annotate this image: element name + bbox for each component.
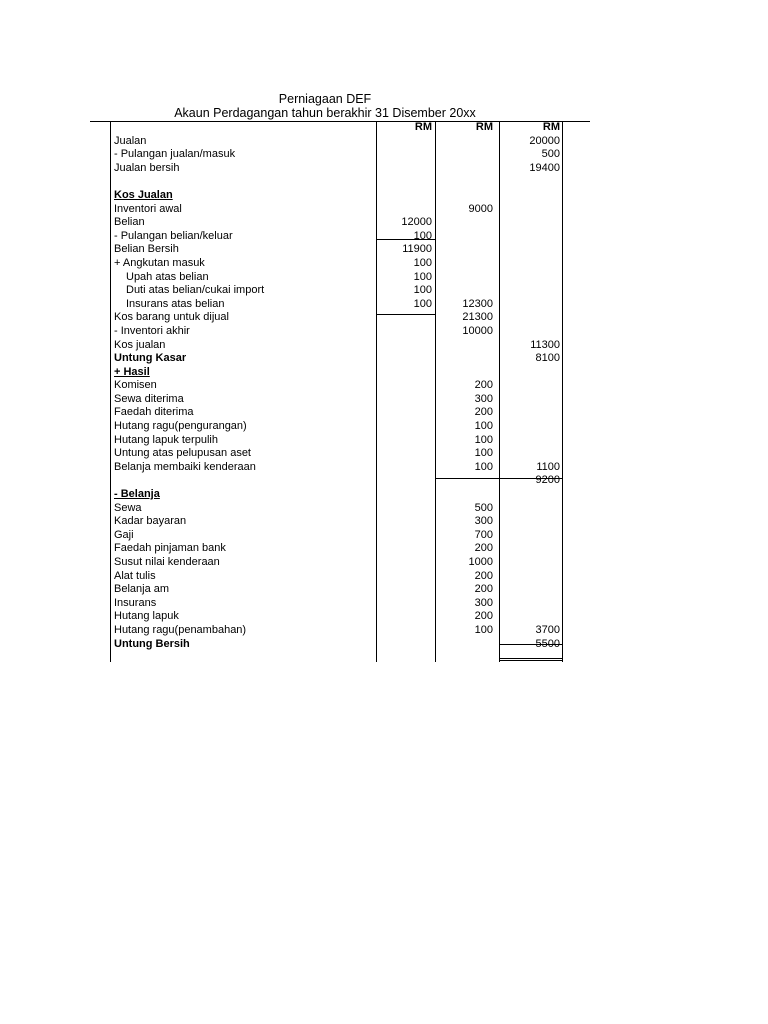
- row-label: + Angkutan masuk: [114, 256, 205, 269]
- table-row: [90, 393, 590, 407]
- row-label: Kos Jualan: [114, 188, 173, 201]
- row-label: Inventori awal: [114, 202, 182, 215]
- subtotal-rule: [435, 478, 562, 479]
- row-label: Kadar bayaran: [114, 515, 187, 528]
- row-label: Belian: [114, 216, 145, 229]
- row-label: Insurans: [114, 596, 157, 609]
- table-row: [90, 298, 590, 312]
- column-header: RM: [542, 121, 560, 133]
- table-row: [90, 366, 590, 380]
- table-row: [90, 189, 590, 203]
- row-label: Kos barang untuk dijual: [114, 311, 229, 324]
- amount-c2: 100: [474, 447, 493, 460]
- table-row: [90, 488, 590, 502]
- row-label: Jualan bersih: [114, 161, 180, 174]
- amount-c1: 100: [413, 297, 432, 310]
- row-label: Gaji: [114, 528, 134, 541]
- row-label: + Hasil: [114, 365, 150, 378]
- row-label: Hutang lapuk: [114, 610, 179, 623]
- table-row: [90, 461, 590, 475]
- table-row: [90, 162, 590, 176]
- total-double-rule: [499, 658, 562, 659]
- table-row: [90, 271, 590, 285]
- table-row: [90, 325, 590, 339]
- amount-c2: 200: [474, 542, 493, 555]
- amount-c2: 200: [474, 569, 493, 582]
- amount-c1: 100: [413, 256, 432, 269]
- amount-c2: 9000: [468, 202, 493, 215]
- row-label: - Pulangan jualan/masuk: [114, 148, 236, 161]
- row-label: Sewa diterima: [114, 392, 184, 405]
- row-label: Duti atas belian/cukai import: [126, 284, 265, 297]
- amount-c2: 300: [474, 392, 493, 405]
- amount-c2: 100: [474, 433, 493, 446]
- row-label: Belian Bersih: [114, 243, 179, 256]
- table-row: [90, 434, 590, 448]
- row-label: - Belanja: [114, 488, 160, 501]
- table-row: [90, 474, 590, 488]
- total-double-rule: [499, 660, 562, 661]
- row-label: Hutang ragu(penambahan): [114, 623, 247, 636]
- row-label: Untung atas pelupusan aset: [114, 447, 251, 460]
- row-label: Hutang ragu(pengurangan): [114, 420, 247, 433]
- table-row: [90, 542, 590, 556]
- amount-c2: 12300: [462, 297, 493, 310]
- table-row: [90, 420, 590, 434]
- table-row: [90, 148, 590, 162]
- column-header: RM: [475, 121, 493, 133]
- account-rows: [90, 135, 590, 652]
- table-row: [90, 379, 590, 393]
- table-row: [90, 583, 590, 597]
- row-label: Hutang lapuk terpulih: [114, 433, 218, 446]
- row-label: Alat tulis: [114, 569, 156, 582]
- amount-c2: 700: [474, 528, 493, 541]
- amount-c2: 500: [474, 501, 493, 514]
- row-label: Upah atas belian: [126, 270, 209, 283]
- amount-c2: 21300: [462, 311, 493, 324]
- table-row: [90, 556, 590, 570]
- row-label: Jualan: [114, 134, 147, 147]
- amount-c3: 3700: [535, 623, 560, 636]
- amount-c2: 100: [474, 460, 493, 473]
- table-row: [90, 406, 590, 420]
- table-row: [90, 352, 590, 366]
- row-label: Komisen: [114, 379, 157, 392]
- table-row: [90, 515, 590, 529]
- row-label: Belanja membaiki kenderaan: [114, 460, 256, 473]
- account-table: [90, 121, 590, 651]
- row-label: - Inventori akhir: [114, 324, 190, 337]
- amount-c1: 100: [413, 229, 432, 242]
- table-row: [90, 243, 590, 257]
- table-row: [90, 257, 590, 271]
- amount-c3: 5500: [535, 637, 560, 650]
- subtotal-rule: [376, 239, 435, 240]
- amount-c2: 300: [474, 596, 493, 609]
- amount-c3: 8100: [535, 352, 560, 365]
- row-label: Kos jualan: [114, 338, 166, 351]
- table-row: [90, 529, 590, 543]
- table-row: [90, 175, 590, 189]
- table-row: [90, 230, 590, 244]
- row-label: Untung Bersih: [114, 637, 190, 650]
- row-label: Sewa: [114, 501, 142, 514]
- amount-c2: 200: [474, 379, 493, 392]
- amount-c3: 1100: [536, 460, 560, 473]
- amount-c3: 19400: [529, 161, 560, 174]
- amount-c1: 12000: [401, 216, 432, 229]
- row-label: Faedah diterima: [114, 406, 194, 419]
- table-row: [90, 339, 590, 353]
- table-row: [90, 624, 590, 638]
- amount-c2: 200: [474, 610, 493, 623]
- amount-c2: 1000: [468, 556, 493, 568]
- table-row: [90, 502, 590, 516]
- amount-c1: 11900: [402, 243, 432, 256]
- row-label: Belanja am: [114, 583, 170, 596]
- amount-c2: 300: [474, 515, 493, 528]
- table-row: [90, 570, 590, 584]
- table-row: [90, 610, 590, 624]
- account-title: Akaun Perdagangan tahun berakhir 31 Disember 20xx: [174, 106, 476, 120]
- amount-c3: 500: [541, 148, 560, 161]
- table-row: [90, 311, 590, 325]
- amount-c2: 100: [474, 420, 493, 433]
- table-row: [90, 135, 590, 149]
- table-row: [90, 597, 590, 611]
- table-row: [90, 203, 590, 217]
- trading-account-sheet: [90, 92, 590, 665]
- subtotal-rule: [499, 644, 562, 645]
- row-label: Susut nilai kenderaan: [114, 556, 220, 568]
- business-name: Perniagaan DEF: [278, 92, 372, 106]
- amount-c1: 100: [413, 284, 432, 297]
- table-row: [90, 216, 590, 230]
- amount-c1: 100: [413, 270, 432, 283]
- table-row: [90, 447, 590, 461]
- amount-c3: 11300: [530, 338, 560, 351]
- amount-c2: 100: [474, 623, 493, 636]
- table-row: [90, 284, 590, 298]
- amount-c3: 9200: [535, 474, 560, 487]
- row-label: Untung Kasar: [114, 352, 187, 365]
- amount-c2: 10000: [462, 324, 493, 337]
- amount-c2: 200: [474, 583, 493, 596]
- amount-c2: 200: [474, 406, 493, 419]
- column-header: RM: [414, 121, 432, 133]
- row-label: Insurans atas belian: [126, 297, 225, 310]
- amount-c3: 20000: [529, 134, 560, 147]
- subtotal-rule: [376, 314, 435, 315]
- column-header-row: [90, 121, 590, 135]
- row-label: Faedah pinjaman bank: [114, 542, 226, 555]
- row-label: - Pulangan belian/keluar: [114, 229, 233, 242]
